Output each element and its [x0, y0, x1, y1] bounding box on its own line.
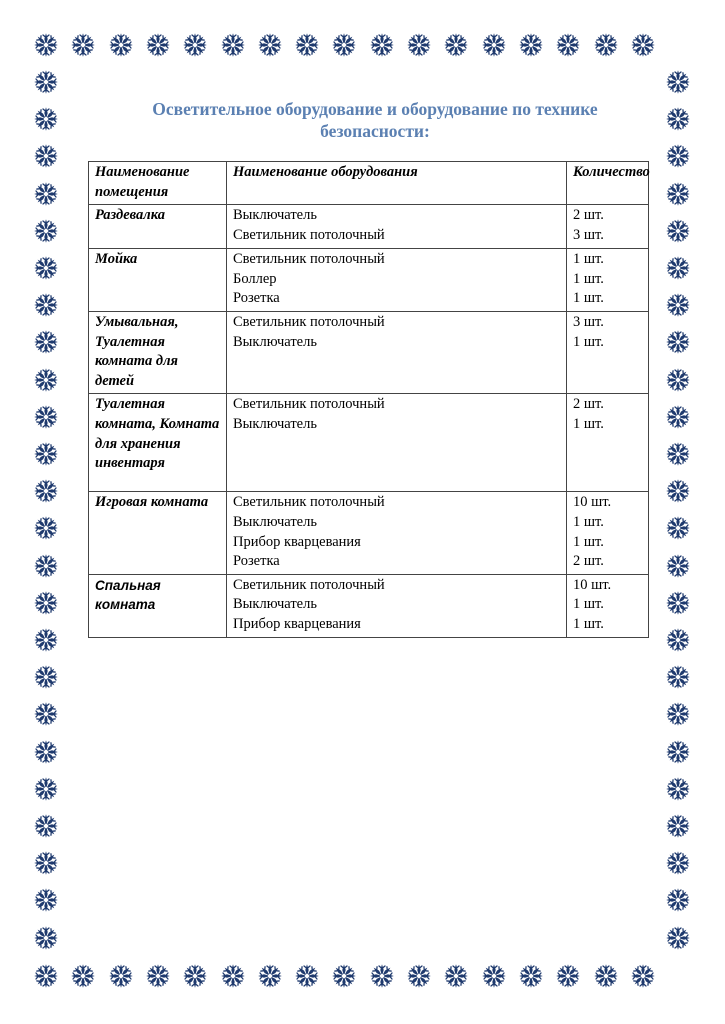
equipment-list: [227, 394, 567, 492]
snowflake-ornament-icon: [665, 143, 691, 169]
snowflake-ornament-icon: [665, 181, 691, 207]
equipment-item: Выключатель: [233, 415, 317, 432]
table-row: [89, 492, 649, 574]
snowflake-ornament-icon: [555, 963, 581, 989]
snowflake-ornament-icon: [369, 32, 395, 58]
snowflake-ornament-icon: [665, 478, 691, 504]
snowflake-ornament-icon: [257, 963, 283, 989]
equipment-list: [227, 205, 567, 249]
snowflake-ornament-icon: [108, 32, 134, 58]
snowflake-ornament-icon: [665, 69, 691, 95]
quantity-value: 1 шт.: [573, 290, 604, 307]
equipment-list: [227, 492, 567, 574]
quantity-value: 2 шт.: [573, 396, 604, 413]
header-quantity: Количество: [567, 162, 649, 205]
snowflake-ornament-icon: [33, 143, 59, 169]
header-room: Наименование помещения: [89, 162, 227, 205]
snowflake-ornament-icon: [406, 963, 432, 989]
quantity-value: 3 шт.: [573, 313, 604, 330]
table-row: [89, 574, 649, 637]
room-name: Спальная комната: [89, 574, 227, 637]
snowflake-ornament-icon: [665, 664, 691, 690]
snowflake-ornament-icon: [665, 329, 691, 355]
snowflake-ornament-icon: [665, 106, 691, 132]
quantity-value: 1 шт.: [573, 596, 604, 613]
equipment-item: Розетка: [233, 290, 280, 307]
quantity-value: 10 шт.: [573, 576, 612, 593]
snowflake-ornament-icon: [665, 627, 691, 653]
snowflake-ornament-icon: [33, 963, 59, 989]
snowflake-ornament-icon: [665, 515, 691, 541]
equipment-item: Выключатель: [233, 596, 317, 613]
equipment-item: Светильник потолочный: [233, 576, 385, 593]
snowflake-ornament-icon: [33, 627, 59, 653]
table-row: [89, 205, 649, 249]
snowflake-ornament-icon: [331, 963, 357, 989]
snowflake-ornament-icon: [481, 963, 507, 989]
snowflake-ornament-icon: [555, 32, 581, 58]
snowflake-ornament-icon: [33, 776, 59, 802]
snowflake-ornament-icon: [33, 813, 59, 839]
equipment-list: [227, 311, 567, 393]
snowflake-ornament-icon: [257, 32, 283, 58]
quantity-list: [567, 311, 649, 393]
snowflake-ornament-icon: [33, 367, 59, 393]
snowflake-ornament-icon: [665, 292, 691, 318]
room-name: Игровая комната: [89, 492, 227, 574]
table-row: [89, 394, 649, 492]
quantity-list: [567, 249, 649, 312]
snowflake-ornament-icon: [33, 925, 59, 951]
equipment-item: Боллер: [233, 270, 277, 287]
snowflake-ornament-icon: [33, 664, 59, 690]
snowflake-ornament-icon: [665, 850, 691, 876]
snowflake-ornament-icon: [33, 701, 59, 727]
snowflake-ornament-icon: [220, 32, 246, 58]
snowflake-ornament-icon: [665, 404, 691, 430]
snowflake-ornament-icon: [443, 32, 469, 58]
snowflake-ornament-icon: [33, 255, 59, 281]
snowflake-ornament-icon: [33, 32, 59, 58]
table-row: [89, 311, 649, 393]
table-row: [89, 249, 649, 312]
snowflake-ornament-icon: [33, 329, 59, 355]
snowflake-ornament-icon: [665, 218, 691, 244]
quantity-value: 1 шт.: [573, 513, 604, 530]
equipment-list: [227, 249, 567, 312]
snowflake-ornament-icon: [182, 963, 208, 989]
quantity-value: 3 шт.: [573, 226, 604, 243]
snowflake-ornament-icon: [665, 441, 691, 467]
snowflake-ornament-icon: [33, 515, 59, 541]
quantity-value: 1 шт.: [573, 533, 604, 550]
snowflake-ornament-icon: [406, 32, 432, 58]
quantity-list: [567, 574, 649, 637]
snowflake-ornament-icon: [665, 590, 691, 616]
snowflake-ornament-icon: [33, 441, 59, 467]
equipment-item: Прибор кварцевания: [233, 533, 361, 550]
snowflake-ornament-icon: [33, 106, 59, 132]
snowflake-ornament-icon: [481, 32, 507, 58]
equipment-item: Светильник потолочный: [233, 226, 385, 243]
snowflake-ornament-icon: [294, 963, 320, 989]
equipment-item: Прибор кварцевания: [233, 615, 361, 632]
snowflake-ornament-icon: [33, 181, 59, 207]
equipment-item: Выключатель: [233, 513, 317, 530]
quantity-value: 2 шт.: [573, 553, 604, 570]
snowflake-ornament-icon: [182, 32, 208, 58]
quantity-value: 10 шт.: [573, 494, 612, 511]
snowflake-ornament-icon: [33, 739, 59, 765]
header-equipment: Наименование оборудования: [227, 162, 567, 205]
snowflake-ornament-icon: [33, 850, 59, 876]
snowflake-ornament-icon: [665, 701, 691, 727]
equipment-item: Светильник потолочный: [233, 396, 385, 413]
room-name: Раздевалка: [89, 205, 227, 249]
snowflake-ornament-icon: [665, 739, 691, 765]
snowflake-ornament-icon: [593, 963, 619, 989]
snowflake-ornament-icon: [665, 367, 691, 393]
quantity-list: [567, 394, 649, 492]
snowflake-ornament-icon: [33, 478, 59, 504]
snowflake-ornament-icon: [665, 255, 691, 281]
snowflake-ornament-icon: [331, 32, 357, 58]
equipment-list: [227, 574, 567, 637]
snowflake-ornament-icon: [33, 292, 59, 318]
snowflake-ornament-icon: [665, 813, 691, 839]
snowflake-ornament-icon: [593, 32, 619, 58]
equipment-table: [88, 161, 649, 638]
equipment-item: Выключатель: [233, 333, 317, 350]
snowflake-ornament-icon: [145, 963, 171, 989]
page-title: Осветительное оборудование и оборудование по технике безопасности:: [152, 99, 598, 141]
snowflake-ornament-icon: [630, 32, 656, 58]
equipment-item: Светильник потолочный: [233, 494, 385, 511]
snowflake-ornament-icon: [108, 963, 134, 989]
room-name: Мойка: [89, 249, 227, 312]
snowflake-ornament-icon: [665, 925, 691, 951]
snowflake-ornament-icon: [294, 32, 320, 58]
snowflake-ornament-icon: [33, 218, 59, 244]
equipment-item: Светильник потолочный: [233, 313, 385, 330]
snowflake-ornament-icon: [33, 887, 59, 913]
equipment-item: Светильник потолочный: [233, 251, 385, 268]
snowflake-ornament-icon: [665, 887, 691, 913]
quantity-value: 1 шт.: [573, 615, 604, 632]
snowflake-ornament-icon: [33, 590, 59, 616]
quantity-value: 1 шт.: [573, 251, 604, 268]
quantity-value: 1 шт.: [573, 333, 604, 350]
snowflake-ornament-icon: [518, 32, 544, 58]
snowflake-ornament-icon: [70, 32, 96, 58]
table-header-row: [89, 162, 649, 205]
quantity-value: 1 шт.: [573, 270, 604, 287]
snowflake-ornament-icon: [518, 963, 544, 989]
snowflake-ornament-icon: [665, 776, 691, 802]
snowflake-ornament-icon: [220, 963, 246, 989]
snowflake-ornament-icon: [369, 963, 395, 989]
equipment-item: Выключатель: [233, 207, 317, 224]
snowflake-ornament-icon: [145, 32, 171, 58]
snowflake-ornament-icon: [665, 553, 691, 579]
snowflake-ornament-icon: [33, 404, 59, 430]
snowflake-ornament-icon: [33, 553, 59, 579]
room-name: Туалетная комната, Комната для хранения инвентаря: [89, 394, 227, 492]
quantity-list: [567, 492, 649, 574]
room-name: Умывальная, Туалетная комната для детей: [89, 311, 227, 393]
quantity-list: [567, 205, 649, 249]
quantity-value: 1 шт.: [573, 415, 604, 432]
snowflake-ornament-icon: [70, 963, 96, 989]
equipment-item: Розетка: [233, 553, 280, 570]
snowflake-ornament-icon: [33, 69, 59, 95]
snowflake-ornament-icon: [443, 963, 469, 989]
snowflake-ornament-icon: [630, 963, 656, 989]
quantity-value: 2 шт.: [573, 207, 604, 224]
